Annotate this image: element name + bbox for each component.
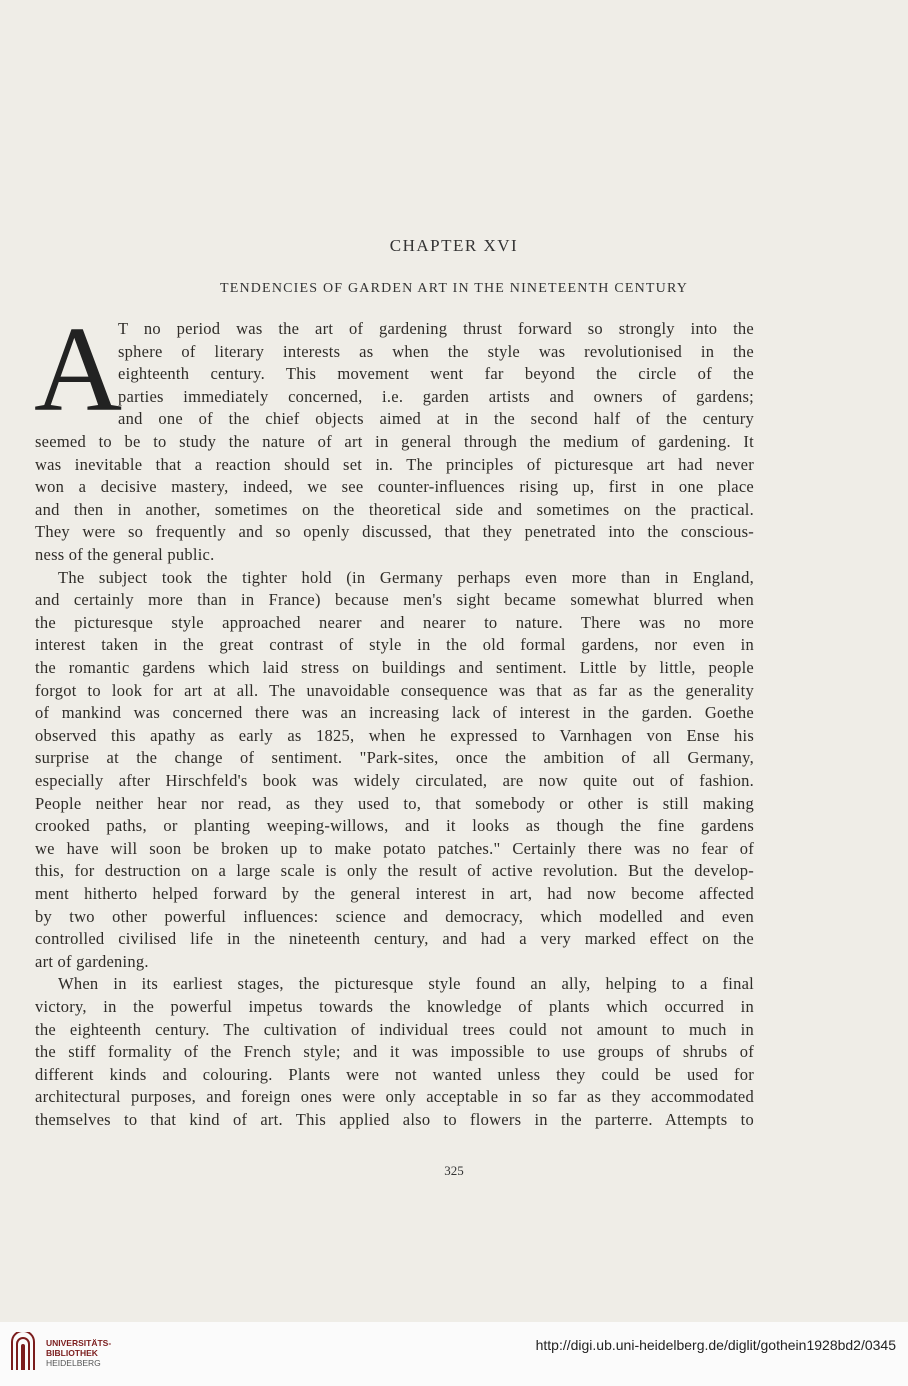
chapter-subtitle: TENDENCIES OF GARDEN ART IN THE NINETEENTH CENTURY xyxy=(219,281,689,296)
text-line: art of gardening. xyxy=(35,951,149,971)
text-line: surprise at the change of sentiment. "Park-sites, once the ambition of all Germany, xyxy=(35,748,754,768)
text-line: sphere of literary interests as when the style was revolutionised in the xyxy=(118,341,754,361)
text-line: the stiff formality of the French style; and it was impossible to use groups of shrubs of xyxy=(35,1042,754,1062)
text-line: and certainly more than in France) because men's sight became somewhat blurred when xyxy=(35,590,754,610)
library-line-2: BIBLIOTHEK xyxy=(46,1348,98,1358)
text-line: People neither hear nor read, as they used to, that somebody or other is still making xyxy=(35,793,754,813)
library-line-3: HEIDELBERG xyxy=(46,1358,101,1368)
text-line: the picturesque style approached nearer and nearer to nature. There was no more xyxy=(35,612,754,632)
text-line: we have will soon be broken up to make potato patches." Certainly there was no fear of xyxy=(35,838,754,858)
text-line: seemed to be to study the nature of art in general through the medium of gardening. It xyxy=(35,432,754,451)
text-line: When in its earliest stages, the picturesque style found an ally, helping to a final xyxy=(58,974,754,994)
text-line: forgot to look for art at all. The unavoidable consequence was that as far as the generality xyxy=(35,680,754,700)
text-line: ness of the general public. xyxy=(35,545,215,564)
library-name xyxy=(46,1338,111,1368)
library-logo-icon xyxy=(8,1332,38,1372)
text-line: by two other powerful influences: science and democracy, which modelled and even xyxy=(35,906,754,926)
library-line-1: UNIVERSITÄTS- xyxy=(46,1338,112,1348)
source-url-link[interactable]: http://digi.ub.uni-heidelberg.de/diglit/gothein1928bd2/0345 xyxy=(535,1337,896,1353)
chapter-heading: CHAPTER XVI xyxy=(389,236,519,255)
text-line: eighteenth century. This movement went far beyond the circle of the xyxy=(118,364,754,384)
footer-bar xyxy=(0,1322,908,1386)
text-line: won a decisive mastery, indeed, we see counter-influences rising up, first in one place xyxy=(35,477,754,497)
text-line: and one of the chief objects aimed at in the second half of the century xyxy=(118,409,754,429)
text-line: especially after Hirschfeld's book was widely circulated, are now quite out of fashion. xyxy=(35,771,754,790)
page-number: 325 xyxy=(444,1163,464,1178)
text-line: and then in another, sometimes on the theoretical side and sometimes on the practical. xyxy=(35,499,754,519)
text-line: the eighteenth century. The cultivation of individual trees could not amount to much in xyxy=(35,1019,754,1039)
text-line: interest taken in the great contrast of style in the old formal gardens, nor even in xyxy=(35,635,754,655)
text-line: architectural purposes, and foreign ones were only acceptable in so far as they accommodated xyxy=(35,1087,754,1107)
text-line: the romantic gardens which laid stress on buildings and sentiment. Little by little, people xyxy=(35,658,754,677)
text-line: victory, in the powerful impetus towards the knowledge of plants which occurred in xyxy=(35,997,754,1016)
text-line: different kinds and colouring. Plants were not wanted unless they could be used for xyxy=(35,1064,754,1084)
text-line: T no period was the art of gardening thrust forward so strongly into the xyxy=(118,319,754,338)
text-line: The subject took the tighter hold (in Germany perhaps even more than in England, xyxy=(58,567,754,587)
text-line: of mankind was concerned there was an increasing lack of interest in the garden. Goethe xyxy=(35,703,754,723)
text-line: They were so frequently and so openly discussed, that they penetrated into the conscious- xyxy=(35,522,754,542)
text-line: crooked paths, or planting weeping-willows, and it looks as though the fine gardens xyxy=(35,816,754,836)
text-line: was inevitable that a reaction should set in. The principles of picturesque art had never xyxy=(35,454,754,474)
text-line: this, for destruction on a large scale is only the result of active revolution. But the develop- xyxy=(35,861,754,881)
text-line: themselves to that kind of art. This applied also to flowers in the parterre. Attempts to xyxy=(35,1110,754,1129)
text-line: observed this apathy as early as 1825, when he expressed to Varnhagen von Ense his xyxy=(35,725,754,745)
text-line: controlled civilised life in the nineteenth century, and had a very marked effect on the xyxy=(35,929,754,949)
text-line: parties immediately concerned, i.e. garden artists and owners of gardens; xyxy=(118,386,754,406)
drop-cap-initial: A xyxy=(34,302,123,437)
text-line: ment hitherto helped forward by the general interest in art, had now become affected xyxy=(35,884,754,903)
